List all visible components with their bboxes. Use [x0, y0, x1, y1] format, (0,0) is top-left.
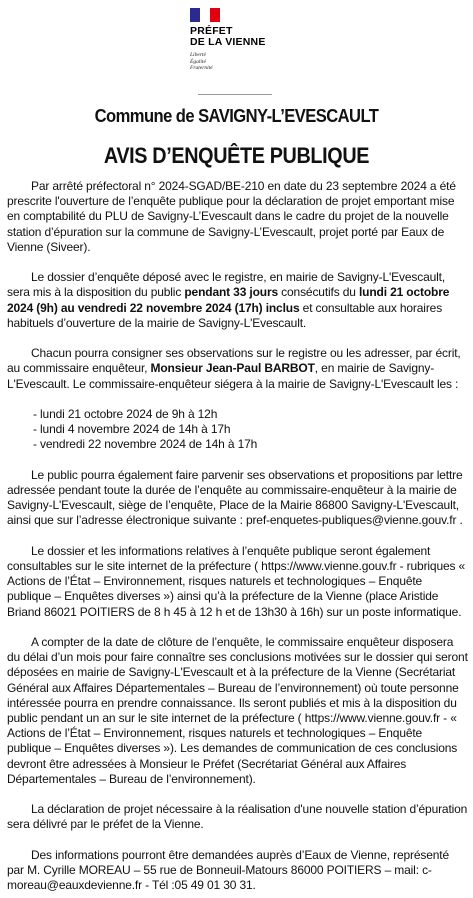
duration-highlight: pendant 33 jours: [184, 285, 278, 300]
prefecture-logo: [190, 8, 290, 72]
list-item: - vendredi 22 novembre 2024 de 14h à 17h: [33, 437, 258, 452]
paragraph-dossier: Le dossier d’enquête déposé avec le registre, en mairie de Savigny-L'Evescault, sera mis à la disposition du public pendant 33 jours consécutifs du lundi 21 octobre 2024 (9h) au vendredi 22 novembre 2024 (17h) inclus et consultable aux horaires habituels d’ouverture de la mairie de Savigny-L'Evescault.: [7, 270, 450, 330]
list-item: - lundi 21 octobre 2024 de 9h à 12h: [33, 407, 218, 421]
commissioner-name: Monsieur Jean-Paul BARBOT: [150, 361, 315, 376]
logo-motto: [190, 52, 290, 72]
notice-title: AVIS D’ENQUÊTE PUBLIQUE: [103, 143, 370, 168]
paragraph-observations: Chacun pourra consigner ses observations sur le registre ou les adresser, par écrit, au commissaire enquêteur, Monsieur Jean-Paul BARBOT, en mairie de Savigny-L'Evescault. Le commissaire-enquêteur siégera à la mairie de Savigny-L'Evescault les :: [7, 346, 461, 391]
motto-liberte: Liberté: [190, 52, 206, 58]
header-divider: [198, 94, 272, 95]
period-highlight: lundi 21 octobre 2024 (9h) au vendredi 22 novembre 2024 (17h) inclus: [7, 285, 450, 315]
french-flag-icon: [190, 8, 220, 22]
paragraph-conclusions: A compter de la date de clôture de l’enquête, le commissaire enquêteur disposera du délai d’un mois pour faire connaître ses conclusions motivées sur le dossier qui seront déposées en mairie de Savigny-L'Evescault et à la préfecture de la Vienne (Secrétariat Général aux Affaires Départementales – Bureau de l’environnement) où toute personne intéressée pourra en prendre connaissance. Ils seront publiés et mis à la disposition du public pendant un an sur le site internet de la préfecture ( https://www.vienne.gouv.fr - « Actions de l’État – Environnement, risques naturels et technologiques – Enquête publique – Enquêtes diverses »). Les demandes de communication de ces conclusions devront être adressées à Monsieur le Préfet (Secrétariat Général aux Affaires Départementales – Bureau de l’environnement).: [7, 635, 468, 786]
permanence-dates: [7, 407, 469, 453]
commune-title: Commune de SAVIGNY-L’EVESCAULT: [94, 106, 379, 126]
logo-line-vienne: DE LA VIENNE: [190, 36, 266, 48]
paragraph-declaration: La déclaration de projet nécessaire à la réalisation d'une nouvelle station d’épuration sera délivré par le préfet de la Vienne.: [7, 802, 468, 832]
paragraph-contact: Des informations pourront être demandées auprès d’Eaux de Vienne, représenté par M. Cyrille MOREAU – 55 rue de Bonneuil-Matours 86000 POITIERS – mail: c-moreau@eauxdevienne.fr - Tél :05 49 01 30 31.: [7, 847, 449, 893]
logo-line-prefet: PRÉFET: [190, 25, 233, 37]
notice-body: [7, 179, 469, 893]
motto-fraternite: Fraternité: [190, 65, 213, 71]
paragraph-consultation: Le dossier et les informations relatives à l’enquête publique seront également consultables sur le site internet de la préfecture ( https://www.vienne.gouv.fr - rubriques « Actions de l’État – Environnement, risques naturels et technologiques – Enquête publique – Enquêtes diverses ») ainsi qu’à la préfecture de la Vienne (place Aristide Briand 86021 POITIERS de 8 h 45 à 12 h et de 13h30 à 16h) sur un poste informatique.: [7, 543, 466, 619]
list-item: - lundi 4 novembre 2024 de 14h à 17h: [33, 422, 231, 437]
paragraph-courrier: Le public pourra également faire parvenir ses observations et propositions par lettre adressée pendant toute la durée de l’enquête au commissaire-enquêteur à la mairie de Savigny-L'Evescault, siège de l’enquête, Place de la Mairie 86800 Savigny-L'Evescault, ainsi que sur l’adresse électronique suivante : pref-enquetes-publiques@vienne.gouv.fr .: [7, 467, 463, 528]
paragraph-arrete: Par arrêté préfectoral n° 2024-SGAD/BE-210 en date du 23 septembre 2024 a été prescrite l'ouverture de l’enquête publique pour la déclaration de projet emportant mise en comptabilité du PLU de Savigny-L’Evescault dans le cadre du projet de la nouvelle station d’épuration sur la commune de Savigny-L’Evescault, projet porté par Eaux de Vienne (Siveer).: [7, 179, 456, 254]
motto-egalite: Égalité: [190, 58, 206, 65]
